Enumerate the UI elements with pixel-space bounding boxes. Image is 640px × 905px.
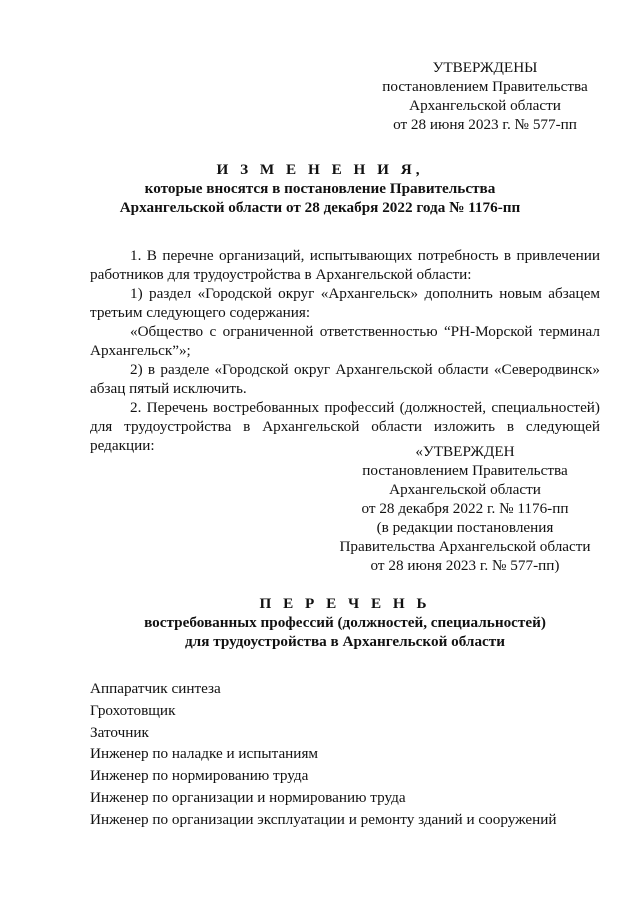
paragraph: 1. В перечне организаций, испытывающих потребность в привлечении работников для трудоустройства в Архангельской области: — [90, 247, 600, 283]
approval-line: от 28 декабря 2022 г. № 1176-пп — [361, 500, 569, 517]
approval-stamp-top — [370, 58, 600, 134]
approval-line: УТВЕРЖДЕНЫ — [432, 59, 538, 76]
changes-subtitle-line: Архангельской области от 28 декабря 2022 года № 1176-пп — [119, 199, 521, 216]
list-item: Аппаратчик синтеза — [90, 680, 221, 697]
paragraph: 2) в разделе «Городской округ Архангельской области «Северодвинск» абзац пятый исключить. — [90, 361, 600, 397]
list-item: Инженер по наладке и испытаниям — [90, 745, 319, 763]
changes-subtitle-line: которые вносятся в постановление Правительства — [144, 180, 496, 197]
paragraph: «Общество с ограниченной ответственностью “РН-Морской терминал Архангельск”»; — [90, 323, 600, 359]
changes-title — [90, 160, 550, 217]
list-item: Инженер по организации и нормированию труда — [90, 788, 406, 806]
approval-line: Архангельской области — [409, 97, 561, 114]
approval-line: «УТВЕРЖДЕН — [415, 443, 515, 460]
approval-line: (в редакции постановления — [376, 519, 554, 536]
approval-line: постановлением Правительства — [362, 462, 568, 479]
professions-list — [90, 678, 600, 831]
changes-heading: И З М Е Н Е Н И Я, — [216, 161, 424, 178]
list-item: Инженер по организации эксплуатации и ремонту зданий и сооружений — [90, 810, 557, 828]
approval-line: Архангельской области — [389, 481, 541, 498]
approval-line: Правительства Архангельской области — [339, 538, 591, 555]
list-heading: П Е Р Е Ч Е Н Ь — [259, 595, 431, 612]
list-item: Инженер по нормированию труда — [90, 767, 309, 785]
approval-line: от 28 июня 2023 г. № 577-пп — [393, 116, 577, 133]
list-item: Заточник — [90, 723, 149, 741]
list-subtitle-line: востребованных профессий (должностей, специальностей) — [144, 614, 546, 631]
list-subtitle-line: для трудоустройства в Архангельской области — [185, 633, 505, 650]
list-item: Грохотовщик — [90, 701, 176, 719]
paragraph: 2. Перечень востребованных профессий (должностей, специальностей) для трудоустройства в Архангельской области изложить в следующей редакции: — [90, 399, 600, 454]
changes-body — [90, 246, 600, 455]
paragraph: 1) раздел «Городской округ «Архангельск» дополнить новым абзацем третьим следующего содержания: — [90, 285, 600, 321]
approval-line: постановлением Правительства — [382, 78, 588, 95]
approval-stamp-second — [330, 442, 600, 575]
list-title — [90, 594, 600, 651]
approval-line: от 28 июня 2023 г. № 577-пп) — [370, 557, 560, 574]
